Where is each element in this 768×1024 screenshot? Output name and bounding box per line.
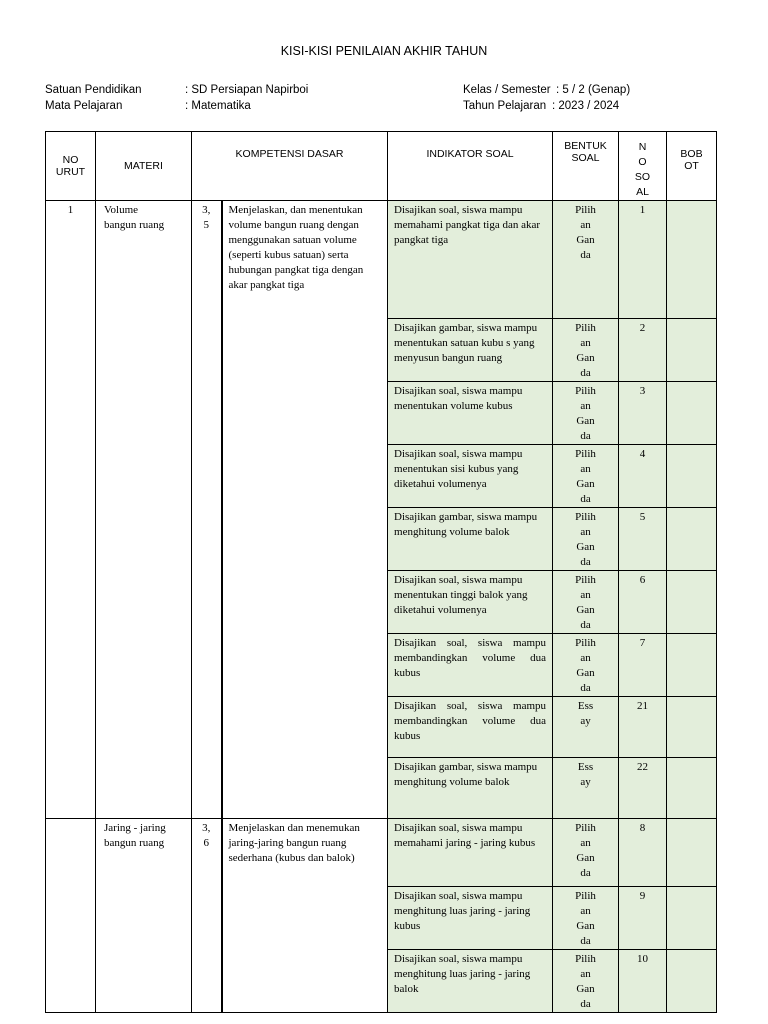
indikator-cell: Disajikan soal, siswa mampu menghitung luas jaring - jaring balok — [388, 950, 553, 1013]
no-urut-cell — [46, 819, 96, 1013]
no-soal-cell: 22 — [619, 758, 667, 819]
bentuk-cell: Ess ay — [553, 697, 619, 758]
header-indikator: INDIKATOR SOAL — [388, 132, 553, 201]
bobot-cell — [667, 819, 717, 887]
tahun-label: Tahun Pelajaran — [463, 100, 547, 112]
kd-text-cell: Menjelaskan, dan menentukan volume bangun ruang dengan menggunakan satuan volume (seperti kubus satuan) serta hubungan pangkat tiga dengan akar pangkat tiga — [222, 201, 388, 819]
indikator-cell: Disajikan soal, siswa mampu menentukan sisi kubus yang diketahui volumenya — [388, 445, 553, 508]
tahun-value: : 2023 / 2024 — [552, 100, 620, 112]
indikator-cell: Disajikan soal, siswa mampu menentukan volume kubus — [388, 382, 553, 445]
satuan-value: : SD Persiapan Napirboi — [185, 84, 309, 96]
header-bentuk: BENTUK SOAL — [553, 132, 619, 201]
bobot-cell — [667, 201, 717, 319]
kelas-value: : 5 / 2 (Genap) — [556, 84, 631, 96]
no-soal-cell: 4 — [619, 445, 667, 508]
no-soal-cell: 6 — [619, 571, 667, 634]
bentuk-cell: Pilih an Gan da — [553, 319, 619, 382]
materi-cell: Volume bangun ruang — [96, 201, 192, 819]
bobot-cell — [667, 571, 717, 634]
no-soal-cell: 9 — [619, 887, 667, 950]
kd-number-cell: 3, 5 — [192, 201, 222, 819]
page-title: KISI-KISI PENILAIAN AKHIR TAHUN — [280, 44, 488, 58]
mapel-value: : Matematika — [185, 100, 251, 112]
no-urut-cell: 1 — [46, 201, 96, 819]
indikator-cell: Disajikan soal, siswa mampu menentukan tinggi balok yang diketahui volumenya — [388, 571, 553, 634]
meta-left — [45, 82, 308, 114]
bentuk-cell: Pilih an Gan da — [553, 382, 619, 445]
bobot-cell — [667, 319, 717, 382]
bentuk-cell: Pilih an Gan da — [553, 819, 619, 887]
bentuk-cell: Pilih an Gan da — [553, 201, 619, 319]
bentuk-cell: Pilih an Gan da — [553, 950, 619, 1013]
no-soal-cell: 2 — [619, 319, 667, 382]
kd-text-cell: Menjelaskan dan menemukan jaring-jaring bangun ruang sederhana (kubus dan balok) — [222, 819, 388, 1013]
header-no-urut: NO URUT — [46, 132, 96, 201]
indikator-cell: Disajikan gambar, siswa mampu menghitung volume balok — [388, 758, 553, 819]
meta-right — [463, 82, 630, 114]
bentuk-cell: Ess ay — [553, 758, 619, 819]
header-bobot: BOB OT — [667, 132, 717, 201]
kisi-kisi-table — [45, 131, 717, 1013]
bobot-cell — [667, 950, 717, 1013]
bentuk-cell: Pilih an Gan da — [553, 634, 619, 697]
indikator-cell: Disajikan soal, siswa mampu menghitung luas jaring - jaring kubus — [388, 887, 553, 950]
no-soal-cell: 1 — [619, 201, 667, 319]
bobot-cell — [667, 758, 717, 819]
materi-cell: Jaring - jaring bangun ruang — [96, 819, 192, 1013]
bobot-cell — [667, 382, 717, 445]
indikator-cell: Disajikan gambar, siswa mampu menentukan satuan kubu s yang menyusun bangun ruang — [388, 319, 553, 382]
no-soal-cell: 7 — [619, 634, 667, 697]
bobot-cell — [667, 634, 717, 697]
kelas-label: Kelas / Semester — [463, 84, 551, 96]
header-materi: MATERI — [96, 132, 192, 201]
mapel-label: Mata Pelajaran — [45, 100, 123, 112]
bobot-cell — [667, 887, 717, 950]
indikator-cell: Disajikan gambar, siswa mampu menghitung volume balok — [388, 508, 553, 571]
table-row — [46, 201, 717, 319]
bobot-cell — [667, 508, 717, 571]
indikator-cell: Disajikan soal, siswa mampu memahami pangkat tiga dan akar pangkat tiga — [388, 201, 553, 319]
bentuk-cell: Pilih an Gan da — [553, 887, 619, 950]
kd-number-cell: 3, 6 — [192, 819, 222, 1013]
bentuk-cell: Pilih an Gan da — [553, 571, 619, 634]
bobot-cell — [667, 445, 717, 508]
header-kompetensi: KOMPETENSI DASAR — [192, 132, 388, 201]
bobot-cell — [667, 697, 717, 758]
header-no-soal: N O SO AL — [619, 132, 667, 201]
header-row — [46, 132, 717, 201]
indikator-cell: Disajikan soal, siswa mampu membandingkan volume dua kubus — [388, 634, 553, 697]
bentuk-cell: Pilih an Gan da — [553, 508, 619, 571]
no-soal-cell: 3 — [619, 382, 667, 445]
indikator-cell: Disajikan soal, siswa mampu membandingkan volume dua kubus — [388, 697, 553, 758]
bentuk-cell: Pilih an Gan da — [553, 445, 619, 508]
no-soal-cell: 8 — [619, 819, 667, 887]
indikator-cell: Disajikan soal, siswa mampu memahami jaring - jaring kubus — [388, 819, 553, 887]
no-soal-cell: 10 — [619, 950, 667, 1013]
no-soal-cell: 21 — [619, 697, 667, 758]
satuan-label: Satuan Pendidikan — [45, 84, 142, 96]
no-soal-cell: 5 — [619, 508, 667, 571]
table-row — [46, 819, 717, 887]
